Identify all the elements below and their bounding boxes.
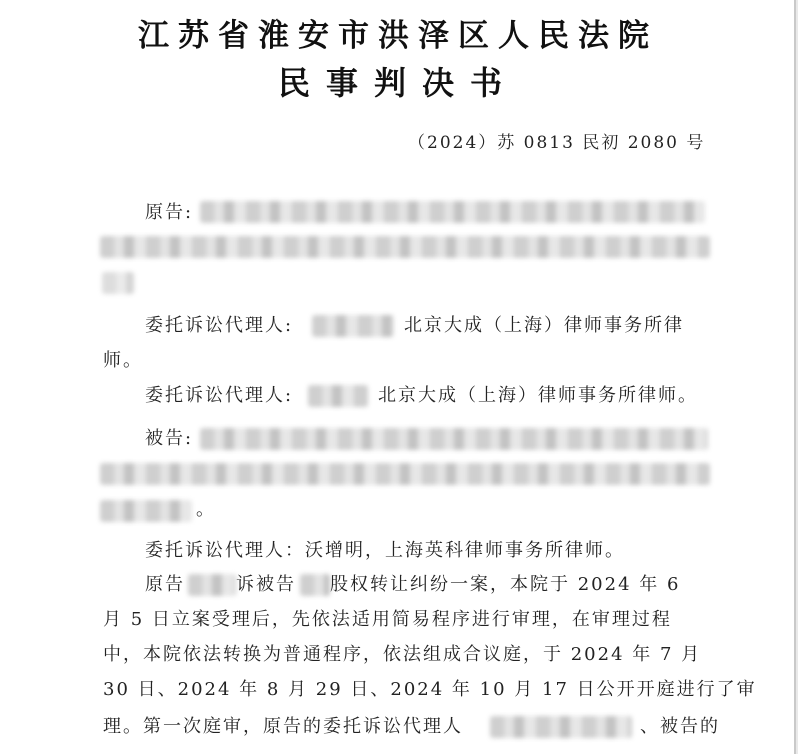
body-line-3: 中，本院依法转换为普通程序，依法组成合议庭，于 2024 年 7 月 [103,644,702,665]
plaintiff-agent-1-firm: 北京大成（上海）律师事务所律 [404,315,684,336]
body-line-4: 30 日、2024 年 8 月 29 日、2024 年 10 月 17 日公开开庭进行了审 [103,679,757,700]
redacted-text [100,463,710,485]
redacted-text [300,574,330,596]
redacted-text [308,385,368,407]
defendant-end-mark: 。 [196,499,216,520]
redacted-text [100,500,192,522]
redacted-text [200,428,708,450]
court-name: 江苏省淮安市洪泽区人民法院 [138,18,658,54]
plaintiff-agent-2-firm: 北京大成（上海）律师事务所律师。 [378,385,698,406]
defendant-agent: 委托诉讼代理人：沃增明，上海英科律师事务所律师。 [145,540,625,561]
redacted-text [188,574,236,596]
body-line-2: 月 5 日立案受理后，先依法适用简易程序进行审理，在审理过程 [103,609,672,630]
plaintiff-agent-1-firm-cont: 师。 [103,350,143,371]
redacted-text [200,201,705,223]
plaintiff-agent-2-label: 委托诉讼代理人: [145,385,294,406]
redacted-text [102,272,134,294]
body-line-1-start: 原告 [145,574,185,595]
redacted-text [312,315,394,337]
defendant-label: 被告: [145,428,194,449]
case-number: （2024）苏 0813 民初 2080 号 [408,133,706,153]
plaintiff-label: 原告: [145,202,194,223]
plaintiff-agent-1-label: 委托诉讼代理人: [145,315,294,336]
body-line-1-mid: 诉被告 [236,574,296,595]
document-type: 民事判决书 [277,64,518,102]
redacted-text [490,716,632,738]
body-line-5-start: 理。第一次庭审，原告的委托诉讼代理人 [103,716,463,737]
body-line-5-end: 、被告的 [640,716,720,737]
redacted-text [100,236,710,258]
body-line-1-end: 股权转让纠纷一案，本院于 2024 年 6 [330,574,681,595]
